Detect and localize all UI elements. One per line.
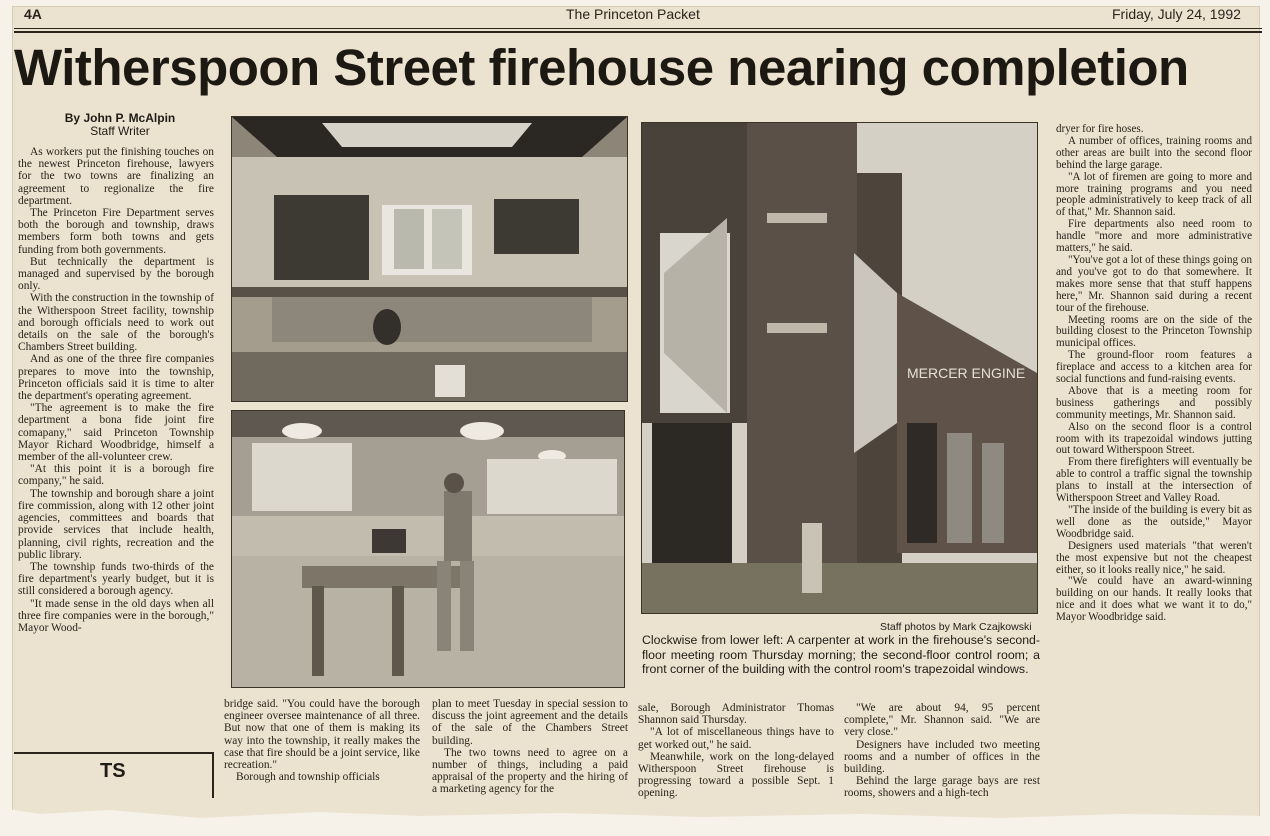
photo-control-room <box>231 116 628 402</box>
paragraph: "You've got a lot of these things going on and you've got to do that somewhere. It makes more sense that that stuff happens here," Mr. Shannon said during a recent tour of the firehouse. <box>1056 253 1252 314</box>
photo-exterior <box>641 122 1038 614</box>
paragraph: "It made sense in the old days when all three fire companies were in the borough," Mayor Wood- <box>18 597 214 634</box>
paragraph: Meanwhile, work on the long-delayed Witherspoon Street firehouse is progressing toward a possible Sept. 1 opening. <box>638 750 834 800</box>
paragraph: plan to meet Tuesday in special session to discuss the joint agreement and the details of the sale of the Chambers Street building. <box>432 698 628 747</box>
article-column-3 <box>432 698 628 796</box>
torn-edge <box>0 796 1270 836</box>
paragraph: The township and borough share a joint fire commission, along with 12 other joint agencies, committees and boards that provide services that include health, planning, civil rights, recreation and the public library. <box>18 487 214 561</box>
paragraph: "A lot of miscellaneous things have to get worked out," he said. <box>638 726 834 751</box>
photo-carpenter <box>231 410 625 688</box>
carpenter-image <box>232 411 624 687</box>
byline <box>30 112 210 138</box>
article-column-2 <box>224 698 420 783</box>
paragraph: Behind the large garage bays are rest rooms, showers and a high-tech <box>844 775 1040 800</box>
paragraph: "We are about 94, 95 percent complete," Mr. Shannon said. "We are very close." <box>844 702 1040 739</box>
paragraph: Borough and township officials <box>236 771 380 784</box>
paragraph: Designers have included two meeting rooms and a number of offices in the building. <box>844 738 1040 776</box>
byline-name: By John P. McAlpin <box>64 111 176 125</box>
article-column-6 <box>1056 124 1252 624</box>
paragraph: The Princeton Fire Department serves both the borough and township, draws members form both towns and gets funding from both governments. <box>18 207 214 256</box>
paragraph: "At this point it is a borough fire company," he said. <box>18 463 214 488</box>
paragraph: Also on the second floor is a control room with its trapezoidal windows jutting out toward Witherspoon Street. <box>1056 420 1252 457</box>
sidebar-box-text: TS <box>100 760 126 782</box>
article-column-4 <box>638 702 834 800</box>
paragraph: bridge said. "You could have the borough engineer oversee maintenance of all three. But now that one of them is making its way into the township, it really makes the case that fire should be a joint service, like recreation." <box>224 698 420 772</box>
paragraph: The two towns need to agree on a number of things, including a paid appraisal of the property and the hiring of a marketing agency for the <box>432 746 628 796</box>
paragraph: From there firefighters will eventually be able to control a traffic signal the township plans to install at the intersection of Witherspoon Street and Valley Road. <box>1056 456 1252 505</box>
paragraph: "The inside of the building is every bit as well done as the outside," Mayor Woodbridge said. <box>1056 504 1252 540</box>
paragraph: The ground-floor room features a fireplace and access to a kitchen area for social functions and fund-raising events. <box>1056 349 1252 386</box>
paragraph: Above that is a meeting room for business gatherings and possibly community meetings, Mr. Shannon said. <box>1056 384 1252 421</box>
photo-caption: Clockwise from lower left: A carpenter at work in the firehouse's second-floor meeting room Thursday morning; the second-floor control room; a front corner of the building with the control room's trapezoidal windows. <box>642 633 1040 677</box>
headline: Witherspoon Street firehouse nearing completion <box>14 39 1189 96</box>
photo-credit: Staff photos by Mark Czajkowski <box>880 621 1032 633</box>
masthead-rule <box>14 28 1262 29</box>
issue-date: Friday, July 24, 1992 <box>1112 6 1241 22</box>
article-column-5 <box>844 702 1040 800</box>
page-number: 4A <box>24 6 42 22</box>
paragraph: The township funds two-thirds of the fire department's yearly budget, but it is still considered a borough agency. <box>18 560 214 598</box>
paragraph: But technically the department is managed and supervised by the borough only. <box>18 255 214 293</box>
paragraph: And as one of the three fire companies prepares to move into the township, Princeton officials said it is time to alter the department's operating agreement. <box>18 353 214 403</box>
control-room-image <box>232 117 627 401</box>
masthead-rule-thick <box>14 31 1262 33</box>
paragraph: Designers used materials "that weren't the most expensive but not the cheapest either, so it looks really nice," he said. <box>1056 539 1252 576</box>
paragraph: sale, Borough Administrator Thomas Shannon said Thursday. <box>638 702 834 727</box>
paragraph: dryer for fire hoses. <box>1056 123 1144 135</box>
paragraph: A number of offices, training rooms and other areas are built into the second floor behind the large garage. <box>1056 134 1252 171</box>
paragraph: Meeting rooms are on the side of the building closest to the Princeton Township municipal offices. <box>1056 313 1252 350</box>
paragraph: "A lot of firemen are going to more and more training programs and you need people administratively to keep track of all of that," Mr. Shannon said. <box>1056 170 1252 219</box>
article-column-1 <box>18 146 214 746</box>
paragraph: "We could have an award-winning building on our hands. It really looks that nice and it does what we want it to do," Mayor Woodbridge said. <box>1056 575 1252 624</box>
exterior-sign-text: MERCER ENGINE <box>907 365 1026 381</box>
paragraph: Fire departments also need room to handle "more and more administrative matters," he said. <box>1056 218 1252 255</box>
paragraph: "The agreement is to make the fire department a bona fide joint fire comapany," said Princeton Township Mayor Richard Woodbridge, himself a member of the all-volunteer crew. <box>18 402 214 464</box>
byline-role: Staff Writer <box>90 124 150 138</box>
exterior-image <box>642 123 1037 613</box>
paragraph: As workers put the finishing touches on the newest Princeton firehouse, lawyers for the two towns are finalizing an agreement to regionalize the fire department. <box>18 146 214 207</box>
paragraph: With the construction in the township of the Witherspoon Street facility, township and borough officials need to work out details on the sale of the borough's Chambers Street building. <box>18 292 214 354</box>
paper-name: The Princeton Packet <box>566 6 700 22</box>
